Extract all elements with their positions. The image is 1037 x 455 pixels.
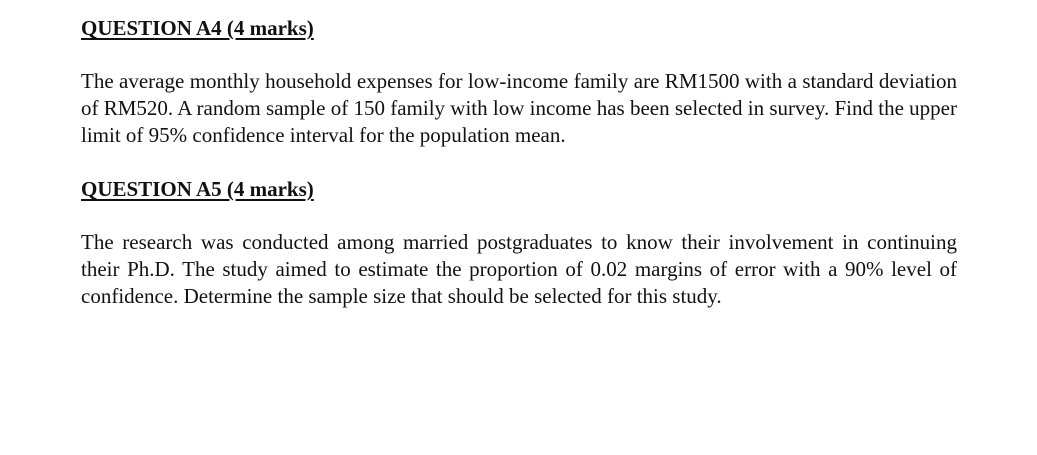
question-a4-heading: QUESTION A4 (4 marks) xyxy=(81,16,314,40)
question-a5-heading: QUESTION A5 (4 marks) xyxy=(81,177,314,201)
question-a4-text: The average monthly household expenses for low-income family are RM1500 with a standard deviation of RM520. A random sample of 150 family with low income has been selected in survey. Find the upper limit of 95% confidence interval for the population mean. xyxy=(81,69,957,147)
question-a5-text: The research was conducted among married postgraduates to know their involvement in continuing their Ph.D. The study aimed to estimate the proportion of 0.02 margins of error with a 90% level of confidence. Determine the sample size that should be selected for this study. xyxy=(81,230,957,308)
